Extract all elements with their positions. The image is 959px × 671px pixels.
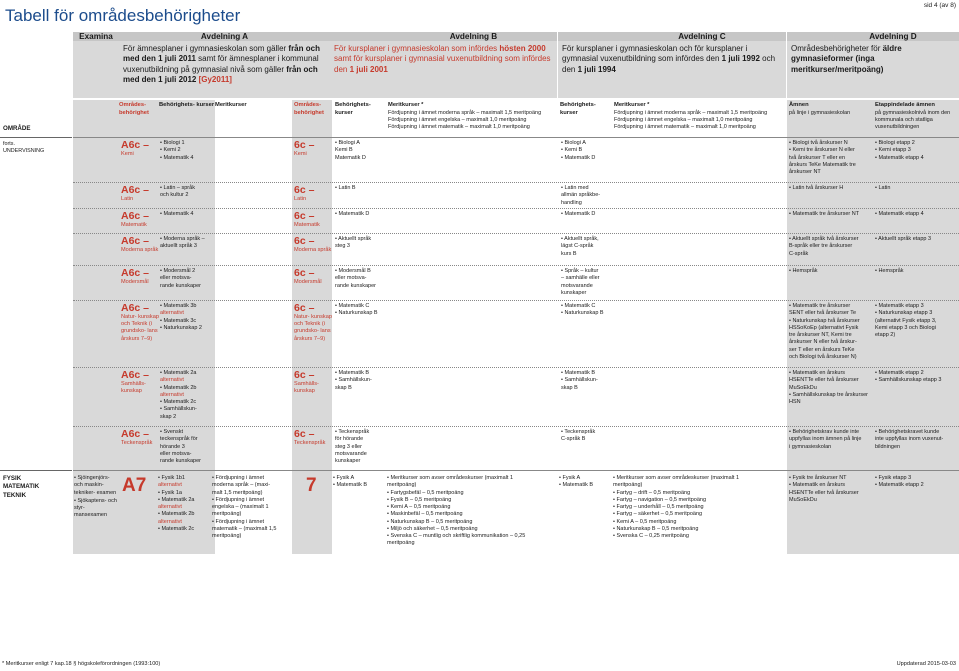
list-item: • Matematik B — [333, 482, 368, 489]
list-item: • Kemi B — [561, 147, 583, 154]
row-1-a-omr — [121, 185, 159, 203]
row-7-b-beh — [335, 429, 387, 465]
omr-code: A6c – — [121, 267, 150, 279]
omr-code: A6c – — [121, 139, 150, 151]
list-item: • Fysik etapp 3 — [875, 475, 912, 481]
row-2-d-etp — [875, 211, 957, 218]
list-item: • Kemi tre årskurser N eller — [789, 147, 855, 154]
list-item: alternativt — [158, 482, 182, 489]
list-item: • Fördjupning i ämnet — [212, 475, 265, 481]
list-item: • Matematik C — [561, 303, 596, 309]
list-item: eller motsva- — [160, 450, 192, 457]
list-item: • Modersmål B — [335, 268, 371, 274]
row7-b-beh — [333, 475, 385, 490]
list-item: • Kemi 2 — [160, 147, 181, 154]
row-1-c-beh — [561, 185, 613, 207]
row7-a-code: A7 — [122, 475, 147, 496]
list-item: • Samhällskun- — [335, 377, 372, 384]
list-item: steg 3 — [335, 243, 350, 250]
list-item: • Fartygsbefäl – 0,5 meritpoäng — [387, 489, 464, 496]
list-item: • Naturkunskap två årskurser — [789, 317, 860, 324]
row7-a-beh — [158, 475, 214, 533]
row-7-d-etp — [875, 429, 957, 451]
list-item: • Biologi A — [335, 140, 360, 146]
row-3-d-etp — [875, 236, 957, 243]
list-item: • Matematik tre årskurser NT — [789, 211, 860, 217]
list-item: eller motsva- — [160, 275, 192, 282]
area-label: OMRÅDE — [3, 125, 31, 132]
list-item: två årskurser T eller en — [789, 154, 846, 161]
row7-d-etp — [875, 475, 957, 490]
row-2-a-beh — [160, 211, 216, 218]
area-fmt: FYSIK MATEMATIK TEKNIK — [3, 475, 40, 499]
omr-code: 6c – — [294, 428, 315, 440]
list-item: C-språk B — [561, 436, 586, 443]
row-1-d-etp — [875, 185, 957, 192]
colhead-a-mer: Meritkurser — [215, 102, 247, 108]
list-item: • Kemi A – 0,5 meritpoäng — [613, 518, 677, 525]
list-item: • Matematik D — [561, 154, 596, 161]
omr-name: Samhälls- kunskap — [121, 380, 146, 394]
list-item: inte uppfyllas inom vuxenut- — [875, 436, 944, 443]
row-5-a-omr — [121, 303, 159, 343]
list-item: rande kunskaper — [160, 282, 201, 289]
list-item: teckenspråk för — [160, 436, 198, 443]
row-5-c-beh — [561, 303, 613, 318]
colhead-a-beh: Behörighets- kurser — [159, 102, 215, 108]
list-item: • Matematik etapp 3 — [875, 303, 924, 309]
list-item: Kemi B — [335, 147, 353, 154]
list-item: • Aktuellt språk — [335, 236, 372, 242]
list-item: skap B — [335, 384, 352, 391]
list-item: • Matematik C — [335, 303, 370, 309]
row-6-a-beh — [160, 370, 216, 421]
list-item: lägst C-språk — [561, 243, 594, 250]
list-item: engelska – (maximalt 1 — [212, 504, 269, 510]
list-item: • Matematik 2c — [158, 525, 195, 532]
list-item: • Teckenspråk — [561, 429, 596, 435]
list-item: allmän språkbe- — [561, 192, 601, 199]
list-item: MuSoEkDu — [789, 496, 817, 503]
list-item: B-språk eller tre årskurser — [789, 243, 853, 250]
list-item: • Naturkunskap B – 0,5 meritpoäng — [613, 525, 699, 532]
examina-header-blank — [73, 41, 119, 98]
list-item: • Latin — [875, 185, 891, 191]
list-item: aktuellt språk 3 — [160, 243, 197, 250]
omr-name: Moderna språk — [294, 246, 332, 253]
omr-code: 6c – — [294, 302, 315, 314]
list-item: • Latin – språk — [160, 185, 195, 191]
row-2-c-beh — [561, 211, 613, 218]
row7-d-amn — [789, 475, 873, 504]
list-item: • Fysik A — [333, 475, 355, 481]
list-item: (alternativt Fysik etapp 3, — [875, 317, 937, 324]
list-item: meritpoäng) — [613, 482, 643, 489]
list-item: • Matematik 2b — [160, 384, 197, 391]
row-6-b-beh — [335, 370, 387, 392]
list-item: – samhälle eller — [561, 275, 600, 282]
list-item: kunskaper — [561, 289, 587, 296]
row-1-b-beh — [335, 185, 387, 192]
list-item: • Samhällskunskap etapp 3 — [875, 377, 942, 384]
list-item: • Fördjupning i ämnet — [212, 518, 265, 525]
list-item: • Fysik 1b1 — [158, 475, 185, 481]
list-item: meritpoäng) — [212, 511, 242, 518]
omr-code: A6c – — [121, 302, 150, 314]
list-item: • Svenska C – muntlig och skriftlig kommunikation – 0,25 — [387, 533, 526, 539]
row-5-b-beh — [335, 303, 387, 318]
list-item: • Fysik tre årskurser NT — [789, 475, 847, 481]
omr-code: 6c – — [294, 184, 315, 196]
list-item: • Matematik en årskurs — [789, 370, 846, 376]
row-0-a-beh — [160, 140, 216, 162]
row-3-a-omr — [121, 236, 159, 254]
omr-code: A6c – — [121, 235, 150, 247]
list-item: eller motsva- — [335, 275, 367, 282]
list-item: • Matematik 3b — [160, 303, 197, 309]
omr-name: Modersmål — [294, 278, 322, 285]
list-item: • Aktuellt språk etapp 3 — [875, 236, 932, 242]
list-item: • Samhällskun- — [561, 377, 598, 384]
list-item: kunskaper — [335, 458, 361, 464]
desc-box-d: Områdesbehörigheter för äldre gymnasieformer (inga meritkurser/meritpoäng) — [787, 41, 959, 98]
list-item: • Teckenspråk — [335, 429, 370, 435]
list-item: • Modersmål 2 — [160, 268, 196, 274]
list-item: • Matematik tre årskurser — [789, 303, 851, 309]
list-item: rande kunskaper — [160, 458, 201, 464]
header-avdelning-c: Avdelning C — [558, 32, 786, 41]
desc-box-c: För kursplaner i gymnasieskolan och för kursplaner i gymnasial vuxenutbildning som infördes den 1 juli 1992 och den 1 juli 1994 — [558, 41, 786, 98]
omr-code: A6c – — [121, 184, 150, 196]
list-item: SENT eller två årskurser Te — [789, 310, 857, 317]
list-item: och kultur 2 — [160, 192, 189, 199]
list-item: HSENTTe eller två årskurser — [789, 489, 859, 496]
row-4-d-etp — [875, 268, 957, 275]
list-item: kurs B — [561, 250, 577, 257]
list-item: • Kemi etapp 3 — [875, 147, 911, 154]
row-4-b-omr — [294, 268, 332, 286]
header-avdelning-b: Avdelning B — [330, 32, 557, 41]
omr-name: Samhälls- kunskap — [294, 380, 319, 394]
list-item: • Svenskt — [160, 429, 184, 435]
colhead-c-beh: Behörighets- kurser — [560, 102, 596, 116]
list-item: • Maskinbefäl – 0,5 meritpoäng — [387, 511, 463, 518]
list-item: • Matematik 3c — [160, 317, 197, 324]
colhead-d-etp: Etappindelade ämnen på gymnasieskolnivå inom den kommunala och statliga vuxenutbildningen — [875, 102, 951, 130]
row-7-c-beh — [561, 429, 613, 444]
list-item: • Språk – kultur — [561, 268, 599, 274]
list-item: HSSoKoEp (alternativt Fysik — [789, 324, 859, 331]
row-4-b-beh — [335, 268, 387, 290]
list-item: för hörande — [335, 436, 364, 443]
list-item: årskurser NT — [789, 169, 821, 175]
row-3-c-beh — [561, 236, 613, 258]
colhead-b-mer: Meritkurser * Fördjupning i ämnet moderna språk – maximalt 1,5 meritpoäng Fördjupning i ämnet engelska – maximalt 1,0 meritpoäng Fördjupning i ämnet matematik – maximalt 1,0 meritpoäng — [388, 102, 542, 130]
colhead-a-omr: Områdes- behörighet — [119, 102, 149, 116]
list-item: • Matematik 2b — [158, 511, 195, 518]
list-item: • Matematik B — [559, 482, 594, 489]
list-item: • Meritkurser som avser områdeskurser (maximalt 1 — [387, 475, 514, 481]
list-item: malt 1,5 meritpoäng) — [212, 489, 263, 496]
page-title: Tabell för områdesbehörigheter — [5, 6, 241, 25]
list-item: alternativt — [158, 518, 182, 525]
list-item: meritpoäng — [387, 540, 415, 547]
list-item: i gymnasieskolan — [789, 443, 832, 450]
list-item: uppfyllas inom ämnen på linje — [789, 436, 862, 443]
list-item: skap B — [561, 384, 578, 391]
row-7-b-omr — [294, 429, 332, 447]
list-item: MuSoEkDu — [789, 384, 817, 391]
row-0-c-beh — [561, 140, 613, 162]
list-item: • Fartyg – drift – 0,5 meritpoäng — [613, 489, 691, 496]
list-item: • Samhällskun- — [160, 406, 197, 413]
row-2-d-amn — [789, 211, 875, 218]
list-item: • Matematik etapp 4 — [875, 154, 924, 161]
list-item: • Matematik etapp 2 — [875, 482, 924, 489]
row-4-d-amn — [789, 268, 875, 275]
list-item: • Hemspråk — [875, 268, 904, 274]
list-item: • Matematik etapp 4 — [875, 211, 924, 217]
list-item: årskurs TeKe Matematik tre — [789, 161, 856, 168]
omr-code: 6c – — [294, 210, 315, 222]
row-4-c-beh — [561, 268, 613, 297]
list-item: • Naturkunskap B — [335, 310, 378, 317]
list-item: bildningen — [875, 443, 901, 450]
list-item: • Moderna språk – — [160, 236, 205, 242]
list-item: • Naturkunskap etapp 3 — [875, 310, 933, 317]
list-item: alternativt — [160, 377, 184, 384]
row-3-b-beh — [335, 236, 387, 251]
list-item: hörande 3 — [160, 443, 185, 450]
omr-code: A6c – — [121, 428, 150, 440]
list-item: • Biologi etapp 2 — [875, 140, 915, 146]
omr-name: Natur- kunskap och Teknik (i grundsko- lans årskurs 7–9) — [121, 313, 159, 342]
list-item: • Matematik etapp 2 — [875, 370, 924, 376]
omr-code: 6c – — [294, 235, 315, 247]
list-item: HSN — [789, 399, 801, 405]
row-0-a-omr — [121, 140, 159, 158]
omr-code: A6c – — [121, 210, 150, 222]
list-item: motsvarande — [561, 282, 593, 289]
row-5-a-beh — [160, 303, 216, 332]
list-item: matematik – (maximalt 1,5 — [212, 525, 277, 532]
omr-name: Matematik — [294, 221, 320, 228]
list-item: • Hemspråk — [789, 268, 818, 274]
row-5-d-amn — [789, 303, 875, 361]
page-number: sid 4 (av 8) — [923, 2, 956, 9]
colhead-b-beh: Behörighets- kurser — [335, 102, 371, 116]
omr-name: Teckenspråk — [294, 439, 326, 446]
row-7-a-beh — [160, 429, 216, 465]
row-5-b-omr — [294, 303, 332, 343]
omr-name: Latin — [121, 195, 134, 202]
list-item: • Samhällskunskap tre årskurser — [789, 391, 868, 398]
list-item: • Biologi två årskurser N — [789, 140, 848, 146]
list-item: • Matematik 2a — [158, 496, 195, 503]
area-cont: forts. UNDERVISNING — [3, 141, 45, 155]
row-5-d-etp — [875, 303, 957, 339]
list-item: • Matematik 2a — [160, 370, 197, 376]
row-6-a-omr — [121, 370, 159, 395]
list-item: steg 3 eller — [335, 443, 362, 450]
list-item: C-språk — [789, 250, 809, 257]
header-avdelning-a: Avdelning A — [119, 32, 330, 41]
list-item: • Matematik D — [561, 211, 596, 217]
list-item: alternativt — [158, 504, 182, 510]
desc-box-a: För ämnesplaner i gymnasieskolan som gäller från och med den 1 juli 2011 samt för ämnesplaner i kommunal vuxenutbildning på gymnasial nivå som gäller från och med den 1 juli 2012 [Gy2011] — [119, 41, 330, 98]
list-item: Kemi etapp 3 och Biologi — [875, 324, 936, 331]
row-3-a-beh — [160, 236, 216, 251]
desc-box-b: För kursplaner i gymnasieskolan som infördes hösten 2000 samt för kursplaner i gymnasial vuxenutbildning som infördes den 1 juli 2001 — [330, 41, 557, 98]
colhead-d-amn: Ämnen på linje i gymnasieskolan — [789, 102, 851, 116]
header-examina: Examina — [73, 32, 119, 41]
omr-name: Latin — [294, 195, 307, 202]
row-2-a-omr — [121, 211, 159, 229]
omr-name: Matematik — [121, 221, 147, 228]
list-item: HSENTTe eller två årskurser — [789, 377, 859, 384]
list-item: moderna språk – (maxi- — [212, 482, 271, 489]
row7-b-mer — [387, 475, 557, 548]
list-item: • Aktuellt språk, — [561, 236, 599, 242]
omr-code: A6c – — [121, 369, 150, 381]
row-7-a-omr — [121, 429, 159, 447]
list-item: • Naturkunskap B – 0,5 meritpoäng — [387, 518, 473, 525]
list-item: • Matematik 4 — [160, 211, 194, 217]
list-item: • Biologi A — [561, 140, 586, 146]
row-3-d-amn — [789, 236, 875, 258]
omr-code: 6c – — [294, 139, 315, 151]
list-item: • Latin B — [335, 185, 356, 191]
list-item: • Behörighetskravet kunde — [875, 429, 940, 435]
colhead-c-mer: Meritkurser * Fördjupning i ämnet moderna språk – maximalt 1,5 meritpoäng Fördjupning i ämnet engelska – maximalt 1,0 meritpoäng Fördjupning i ämnet matematik – maximalt 1,0 meritpoäng — [614, 102, 768, 130]
omr-name: Moderna språk — [121, 246, 159, 253]
list-item: motsvarande — [335, 450, 367, 457]
omr-name: Natur- kunskap och Teknik (i grundsko- lans årskurs 7–9) — [294, 313, 332, 342]
list-item: • Naturkunskap B — [561, 310, 604, 317]
list-item: • Fartyg – säkerhet – 0,5 meritpoäng — [613, 511, 703, 518]
omr-name: Kemi — [294, 150, 307, 157]
row-0-b-omr — [294, 140, 332, 158]
row-1-a-beh — [160, 185, 216, 200]
list-item: • Matematik 2c — [160, 399, 197, 405]
list-item: • Matematik B — [335, 370, 370, 376]
list-item: etapp 2) — [875, 332, 896, 338]
row-1-d-amn — [789, 185, 875, 192]
list-item: • Fysik 1a — [158, 489, 182, 496]
list-item: ser T eller en årskurs TeKe — [789, 346, 855, 353]
list-item: • Aktuellt språk två årskurser — [789, 236, 859, 242]
list-item: alternativt — [160, 391, 184, 398]
row-6-d-amn — [789, 370, 875, 406]
list-item: • Fysik A — [559, 475, 581, 481]
omr-name: Teckenspråk — [121, 439, 153, 446]
row-0-d-amn — [789, 140, 875, 176]
row-0-b-beh — [335, 140, 387, 162]
omr-code: 6c – — [294, 369, 315, 381]
row7-c-mer — [613, 475, 785, 540]
list-item: och Biologi två årskurser N) — [789, 353, 857, 360]
updated-date: Uppdaterad 2015-03-03 — [896, 661, 956, 667]
list-item: • Matematik D — [335, 211, 370, 217]
row-6-c-beh — [561, 370, 613, 392]
row-3-b-omr — [294, 236, 332, 254]
footnote: * Meritkurser enligt 7 kap.18 § högskoleförordningen (1993:100) — [2, 661, 161, 667]
row-6-b-omr — [294, 370, 332, 395]
list-item: • Matematik en årskurs — [789, 482, 846, 489]
list-item: • Fartyg – navigation – 0,5 meritpoäng — [613, 496, 707, 503]
list-item: • Svenska C – 0,25 meritpoäng — [613, 533, 689, 539]
list-item: meritpoäng) — [387, 482, 417, 489]
row-0-d-etp — [875, 140, 957, 162]
colhead-b-omr: Områdes- behörighet — [294, 102, 324, 116]
omr-code: 6c – — [294, 267, 315, 279]
list-item: • Matematik 4 — [160, 154, 194, 161]
row-4-a-beh — [160, 268, 216, 290]
list-item: • Latin två årskurser H — [789, 185, 844, 191]
list-item: • Fartyg – underhåll – 0,5 meritpoäng — [613, 504, 704, 510]
list-item: Matematik D — [335, 154, 366, 161]
list-item: • Fysik B – 0,5 meritpoäng — [387, 496, 452, 503]
row-4-a-omr — [121, 268, 159, 286]
list-item: tre årskurser NT, Kemi tre — [789, 332, 852, 338]
list-item: • Matematik B — [561, 370, 596, 376]
list-item: • Biologi 1 — [160, 140, 185, 146]
row-2-b-omr — [294, 211, 332, 229]
list-item: • Meritkurser som avser områdeskurser (maximalt 1 — [613, 475, 740, 481]
list-item: • Behörighetskrav kunde inte — [789, 429, 860, 435]
list-item: • Miljö och säkerhet – 0,5 meritpoäng — [387, 525, 478, 532]
list-item: alternativt — [160, 310, 184, 317]
row-7-d-amn — [789, 429, 875, 451]
omr-name: Kemi — [121, 150, 134, 157]
row7-c-beh — [559, 475, 611, 490]
list-item: handling — [561, 199, 582, 206]
list-item: • Latin med — [561, 185, 589, 191]
row-1-b-omr — [294, 185, 332, 203]
row7-a-mer — [212, 475, 292, 540]
list-item: • Fördjupning i ämnet — [212, 496, 265, 503]
list-item: skap 2 — [160, 413, 177, 420]
omr-name: Modersmål — [121, 278, 149, 285]
list-item: • Kemi A – 0,5 meritpoäng — [387, 504, 451, 510]
row7-b-code: 7 — [306, 475, 317, 496]
list-item: rande kunskaper — [335, 282, 376, 289]
row-6-d-etp — [875, 370, 957, 385]
list-item: årskurser N eller två årskur- — [789, 339, 857, 346]
row-2-b-beh — [335, 211, 387, 218]
examina-list: • Sjöingenjörs- och maskin- tekniker- examen • Sjökaptens- och styr- mansexamen — [74, 475, 117, 519]
list-item: meritpoäng) — [212, 533, 242, 539]
header-avdelning-d: Avdelning D — [787, 32, 959, 41]
list-item: • Naturkunskap 2 — [160, 324, 202, 331]
